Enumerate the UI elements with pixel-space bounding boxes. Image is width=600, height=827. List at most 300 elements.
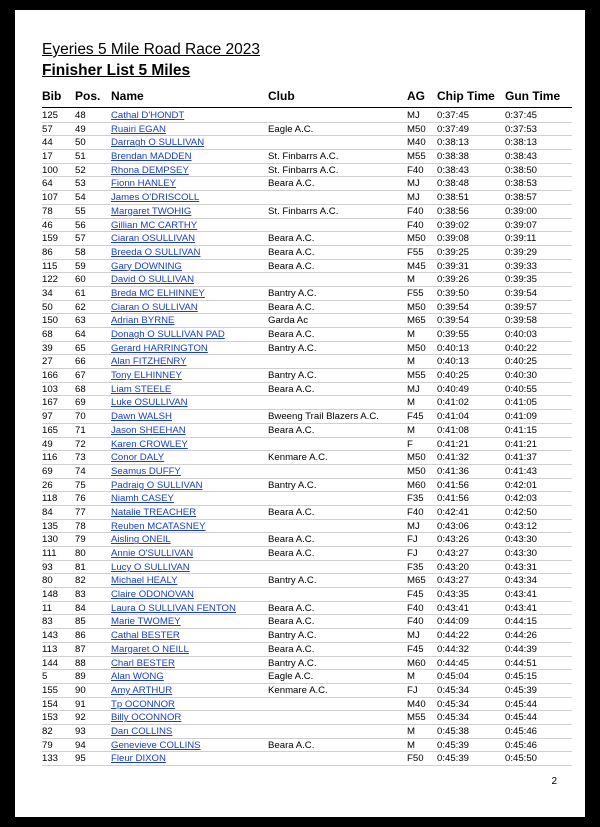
table-row <box>42 561 572 575</box>
age-group-cell: MJ <box>407 192 420 204</box>
chip-time-cell: 0:40:25 <box>437 370 470 382</box>
position-cell: 78 <box>75 520 86 532</box>
runner-name-link[interactable]: Genevieve COLLINS <box>111 739 201 751</box>
bib-cell: 84 <box>42 506 53 518</box>
table-row <box>42 164 572 178</box>
table-row <box>42 725 572 739</box>
table-row <box>42 643 572 657</box>
age-group-cell: F55 <box>407 246 424 258</box>
table-row <box>42 109 572 123</box>
gun-time-cell: 0:38:50 <box>505 164 538 176</box>
age-group-cell: M50 <box>407 123 426 135</box>
chip-time-cell: 0:41:08 <box>437 424 470 436</box>
position-cell: 93 <box>75 725 86 737</box>
gun-time-cell: 0:39:54 <box>505 287 538 299</box>
bib-cell: 44 <box>42 137 53 149</box>
gun-time-cell: 0:44:51 <box>505 657 538 669</box>
runner-name-link[interactable]: Laura O SULLIVAN FENTON <box>111 602 236 614</box>
runner-name-link[interactable]: Conor DALY <box>111 452 165 464</box>
table-row <box>42 588 572 602</box>
runner-name-link[interactable]: James O'DRISCOLL <box>111 192 200 204</box>
age-group-cell: F40 <box>407 219 424 231</box>
age-group-cell: F55 <box>407 287 424 299</box>
age-group-cell: M50 <box>407 301 426 313</box>
position-cell: 81 <box>75 561 86 573</box>
gun-time-cell: 0:44:39 <box>505 643 538 655</box>
runner-name-link[interactable]: Alan FITZHENRY <box>111 356 187 368</box>
table-row <box>42 615 572 629</box>
club-cell: Garda Ac <box>268 315 308 327</box>
chip-time-cell: 0:37:49 <box>437 123 470 135</box>
chip-time-cell: 0:44:09 <box>437 616 470 628</box>
bib-cell: 143 <box>42 630 59 642</box>
age-group-cell: M50 <box>407 465 426 477</box>
runner-name-link[interactable]: Lucy O SULLIVAN <box>111 561 190 573</box>
table-row <box>42 465 572 479</box>
gun-time-cell: 0:39:07 <box>505 219 538 231</box>
gun-time-cell: 0:45:46 <box>505 725 538 737</box>
position-cell: 67 <box>75 370 86 382</box>
club-cell: Beara A.C. <box>268 383 315 395</box>
table-row <box>42 260 572 274</box>
runner-name-link[interactable]: Seamus DUFFY <box>111 465 181 477</box>
runner-name-link[interactable]: Luke OSULLIVAN <box>111 397 188 409</box>
chip-time-cell: 0:41:32 <box>437 452 470 464</box>
bib-cell: 82 <box>42 725 53 737</box>
runner-name-link[interactable]: Gerard HARRINGTON <box>111 342 208 354</box>
table-row <box>42 533 572 547</box>
bib-cell: 69 <box>42 465 53 477</box>
age-group-cell: F45 <box>407 643 424 655</box>
position-cell: 72 <box>75 438 86 450</box>
bib-cell: 118 <box>42 493 58 505</box>
club-cell: Beara A.C. <box>268 233 315 245</box>
club-cell: Kenmare A.C. <box>268 452 328 464</box>
position-cell: 61 <box>75 287 86 299</box>
bib-cell: 68 <box>42 329 53 340</box>
chip-time-cell: 0:37:45 <box>437 110 470 121</box>
club-cell: Bantry A.C. <box>268 370 317 382</box>
list-subtitle: Finisher List 5 Miles <box>42 62 191 79</box>
age-group-cell: F <box>407 438 413 450</box>
club-cell: Beara A.C. <box>268 643 315 655</box>
header-bib: Bib <box>42 89 62 103</box>
position-cell: 85 <box>75 616 86 628</box>
age-group-cell: M <box>407 424 415 436</box>
chip-time-cell: 0:42:41 <box>437 506 470 518</box>
gun-time-cell: 0:38:53 <box>505 178 538 190</box>
club-cell: Bantry A.C. <box>268 630 317 642</box>
bib-cell: 64 <box>42 178 53 190</box>
runner-name-link[interactable]: Donagh O SULLIVAN PAD <box>111 329 225 340</box>
table-row <box>42 492 572 506</box>
header-name: Name <box>111 89 144 103</box>
club-cell: St. Finbarrs A.C. <box>268 164 339 176</box>
position-cell: 53 <box>75 178 86 190</box>
age-group-cell: MJ <box>407 630 420 642</box>
runner-name-link[interactable]: Cathal D'HONDT <box>111 110 185 121</box>
bib-cell: 26 <box>42 479 53 491</box>
club-cell: Bantry A.C. <box>268 479 317 491</box>
gun-time-cell: 0:45:39 <box>505 684 538 696</box>
table-row <box>42 177 572 191</box>
age-group-cell: F40 <box>407 205 424 217</box>
bib-cell: 27 <box>42 356 53 368</box>
bib-cell: 166 <box>42 370 59 382</box>
bib-cell: 125 <box>42 110 59 121</box>
position-cell: 73 <box>75 452 86 464</box>
runner-name-link[interactable]: Alan WONG <box>111 671 164 683</box>
runner-name-link[interactable]: Karen CROWLEY <box>111 438 188 450</box>
bib-cell: 159 <box>42 233 59 245</box>
bib-cell: 79 <box>42 739 53 751</box>
gun-time-cell: 0:39:00 <box>505 205 538 217</box>
position-cell: 62 <box>75 301 86 313</box>
chip-time-cell: 0:45:39 <box>437 753 470 765</box>
chip-time-cell: 0:38:56 <box>437 205 470 217</box>
table-row <box>42 246 572 260</box>
gun-time-cell: 0:40:55 <box>505 383 538 395</box>
position-cell: 54 <box>75 192 86 204</box>
gun-time-cell: 0:40:03 <box>505 329 538 340</box>
table-row <box>42 698 572 712</box>
age-group-cell: M45 <box>407 260 426 272</box>
table-row <box>42 684 572 698</box>
runner-name-link[interactable]: Darragh O SULLIVAN <box>111 137 205 149</box>
table-row <box>42 670 572 684</box>
age-group-cell: MJ <box>407 383 420 395</box>
position-cell: 71 <box>75 424 86 436</box>
runner-name-link[interactable]: Brendan MADDEN <box>111 151 192 163</box>
chip-time-cell: 0:38:51 <box>437 192 470 204</box>
runner-name-link[interactable]: Breda MC ELHINNEY <box>111 287 205 299</box>
table-row <box>42 369 572 383</box>
header-chip-time: Chip Time <box>437 89 495 103</box>
age-group-cell: FJ <box>407 548 418 559</box>
age-group-cell: MJ <box>407 178 420 190</box>
bib-cell: 150 <box>42 315 59 327</box>
club-cell: Bantry A.C. <box>268 287 317 299</box>
table-row <box>42 301 572 315</box>
age-group-cell: F45 <box>407 411 424 423</box>
header-pos: Pos. <box>75 89 101 103</box>
runner-name-link[interactable]: Michael HEALY <box>111 575 178 587</box>
chip-time-cell: 0:39:26 <box>437 274 470 286</box>
position-cell: 49 <box>75 123 86 135</box>
position-cell: 95 <box>75 753 86 765</box>
table-row <box>42 424 572 438</box>
position-cell: 79 <box>75 534 86 546</box>
position-cell: 63 <box>75 315 86 327</box>
gun-time-cell: 0:42:01 <box>505 479 538 491</box>
runner-name-link[interactable]: Margaret TWOHIG <box>111 205 192 217</box>
position-cell: 66 <box>75 356 86 368</box>
position-cell: 56 <box>75 219 86 231</box>
runner-name-link[interactable]: Ciaran OSULLIVAN <box>111 233 196 245</box>
position-cell: 48 <box>75 110 86 121</box>
chip-time-cell: 0:39:55 <box>437 329 470 340</box>
club-cell: Beara A.C. <box>268 260 315 272</box>
header-ag: AG <box>407 89 425 103</box>
chip-time-cell: 0:41:02 <box>437 397 470 409</box>
age-group-cell: M55 <box>407 151 426 163</box>
chip-time-cell: 0:45:34 <box>437 684 470 696</box>
runner-name-link[interactable]: Fleur DIXON <box>111 753 166 765</box>
age-group-cell: M <box>407 725 415 737</box>
runner-name-link[interactable]: Adrian BYRNE <box>111 315 175 327</box>
table-row <box>42 328 572 342</box>
position-cell: 91 <box>75 698 86 710</box>
table-row <box>42 150 572 164</box>
runner-name-link[interactable]: David O SULLIVAN <box>111 274 194 286</box>
gun-time-cell: 0:39:33 <box>505 260 538 272</box>
runner-name-link[interactable]: Aisling ONEIL <box>111 534 171 546</box>
table-row <box>42 355 572 369</box>
age-group-cell: MJ <box>407 520 420 532</box>
runner-name-link[interactable]: Charl BESTER <box>111 657 175 669</box>
gun-time-cell: 0:41:15 <box>505 424 538 436</box>
runner-name-link[interactable]: Gary DOWNING <box>111 260 182 272</box>
bib-cell: 86 <box>42 246 53 258</box>
page-number: 2 <box>551 776 557 787</box>
gun-time-cell: 0:41:43 <box>505 465 538 477</box>
document-page <box>15 10 585 817</box>
chip-time-cell: 0:44:45 <box>437 657 470 669</box>
position-cell: 75 <box>75 479 86 491</box>
age-group-cell: M <box>407 356 415 368</box>
bib-cell: 122 <box>42 274 59 286</box>
gun-time-cell: 0:43:30 <box>505 534 538 546</box>
age-group-cell: M55 <box>407 370 426 382</box>
gun-time-cell: 0:43:30 <box>505 548 538 559</box>
chip-time-cell: 0:39:02 <box>437 219 470 231</box>
gun-time-cell: 0:40:30 <box>505 370 538 382</box>
table-row <box>42 602 572 616</box>
runner-name-link[interactable]: Dan COLLINS <box>111 725 173 737</box>
chip-time-cell: 0:44:32 <box>437 643 470 655</box>
bib-cell: 153 <box>42 712 59 724</box>
table-row <box>42 657 572 671</box>
table-row <box>42 547 572 561</box>
bib-cell: 144 <box>42 657 59 669</box>
position-cell: 94 <box>75 739 86 751</box>
position-cell: 74 <box>75 465 86 477</box>
age-group-cell: F45 <box>407 589 424 601</box>
age-group-cell: M65 <box>407 575 426 587</box>
gun-time-cell: 0:45:15 <box>505 671 538 683</box>
position-cell: 51 <box>75 151 86 163</box>
age-group-cell: F40 <box>407 616 424 628</box>
age-group-cell: F40 <box>407 506 424 518</box>
chip-time-cell: 0:39:54 <box>437 315 470 327</box>
position-cell: 90 <box>75 684 86 696</box>
bib-cell: 34 <box>42 287 53 299</box>
age-group-cell: F40 <box>407 164 424 176</box>
club-cell: St. Finbarrs A.C. <box>268 205 339 217</box>
runner-name-link[interactable]: Niamh CASEY <box>111 493 174 505</box>
table-row <box>42 314 572 328</box>
runner-name-link[interactable]: Margaret O NEILL <box>111 643 189 655</box>
position-cell: 58 <box>75 246 86 258</box>
bib-cell: 107 <box>42 192 59 204</box>
bib-cell: 148 <box>42 589 59 601</box>
bib-cell: 49 <box>42 438 53 450</box>
runner-name-link[interactable]: Reuben MCATASNEY <box>111 520 206 532</box>
bib-cell: 115 <box>42 260 58 272</box>
runner-name-link[interactable]: Dawn WALSH <box>111 411 172 423</box>
position-cell: 57 <box>75 233 86 245</box>
table-row <box>42 506 572 520</box>
runner-name-link[interactable]: Jason SHEEHAN <box>111 424 186 436</box>
table-row <box>42 739 572 753</box>
bib-cell: 155 <box>42 684 59 696</box>
age-group-cell: M <box>407 739 415 751</box>
runner-name-link[interactable]: Ruairi EGAN <box>111 123 166 135</box>
club-cell: Beara A.C. <box>268 301 315 313</box>
chip-time-cell: 0:41:56 <box>437 479 470 491</box>
runner-name-link[interactable]: Annie O'SULLIVAN <box>111 548 194 559</box>
chip-time-cell: 0:45:39 <box>437 739 470 751</box>
runner-name-link[interactable]: Padraig O SULLIVAN <box>111 479 203 491</box>
bib-cell: 133 <box>42 753 59 765</box>
finisher-table <box>42 109 572 766</box>
bib-cell: 103 <box>42 383 59 395</box>
runner-name-link[interactable]: Liam STEELE <box>111 383 172 395</box>
position-cell: 88 <box>75 657 86 669</box>
club-cell: Bweeng Trail Blazers A.C. <box>268 411 379 423</box>
position-cell: 59 <box>75 260 86 272</box>
table-row <box>42 136 572 150</box>
bib-cell: 154 <box>42 698 59 710</box>
runner-name-link[interactable]: Billy OCONNOR <box>111 712 182 724</box>
club-cell: Beara A.C. <box>268 424 315 436</box>
gun-time-cell: 0:37:53 <box>505 123 538 135</box>
gun-time-cell: 0:41:05 <box>505 397 538 409</box>
runner-name-link[interactable]: Claire ODONOVAN <box>111 589 194 601</box>
club-cell: Kenmare A.C. <box>268 684 328 696</box>
gun-time-cell: 0:40:25 <box>505 356 538 368</box>
chip-time-cell: 0:43:27 <box>437 575 470 587</box>
runner-name-link[interactable]: Ciaran O SULLIVAN <box>111 301 198 313</box>
chip-time-cell: 0:38:48 <box>437 178 470 190</box>
age-group-cell: FJ <box>407 534 418 546</box>
gun-time-cell: 0:39:58 <box>505 315 538 327</box>
gun-time-cell: 0:38:57 <box>505 192 538 204</box>
gun-time-cell: 0:45:46 <box>505 739 538 751</box>
position-cell: 68 <box>75 383 86 395</box>
chip-time-cell: 0:40:13 <box>437 356 470 368</box>
runner-name-link[interactable]: Rhona DEMPSEY <box>111 164 189 176</box>
age-group-cell: M50 <box>407 342 426 354</box>
bib-cell: 83 <box>42 616 53 628</box>
gun-time-cell: 0:41:09 <box>505 411 538 423</box>
chip-time-cell: 0:40:49 <box>437 383 470 395</box>
age-group-cell: M50 <box>407 233 426 245</box>
age-group-cell: F35 <box>407 561 424 573</box>
chip-time-cell: 0:43:27 <box>437 548 470 559</box>
age-group-cell: M <box>407 671 415 683</box>
bib-cell: 97 <box>42 411 53 423</box>
bib-cell: 93 <box>42 561 53 573</box>
club-cell: Beara A.C. <box>268 602 315 614</box>
gun-time-cell: 0:45:44 <box>505 698 538 710</box>
chip-time-cell: 0:39:08 <box>437 233 470 245</box>
age-group-cell: FJ <box>407 684 418 696</box>
chip-time-cell: 0:39:50 <box>437 287 470 299</box>
runner-name-link[interactable]: Fionn HANLEY <box>111 178 177 190</box>
table-row <box>42 342 572 356</box>
table-row <box>42 574 572 588</box>
gun-time-cell: 0:41:21 <box>505 438 538 450</box>
chip-time-cell: 0:43:41 <box>437 602 470 614</box>
table-row <box>42 396 572 410</box>
club-cell: Beara A.C. <box>268 329 315 340</box>
bib-cell: 17 <box>42 151 53 163</box>
chip-time-cell: 0:39:54 <box>437 301 470 313</box>
club-cell: Beara A.C. <box>268 246 315 258</box>
gun-time-cell: 0:43:12 <box>505 520 538 532</box>
position-cell: 65 <box>75 342 86 354</box>
position-cell: 64 <box>75 329 86 340</box>
chip-time-cell: 0:41:04 <box>437 411 470 423</box>
chip-time-cell: 0:44:22 <box>437 630 470 642</box>
gun-time-cell: 0:42:50 <box>505 506 538 518</box>
bib-cell: 39 <box>42 342 53 354</box>
age-group-cell: F40 <box>407 602 424 614</box>
table-row <box>42 451 572 465</box>
runner-name-link[interactable]: Breeda O SULLIVAN <box>111 246 201 258</box>
gun-time-cell: 0:42:03 <box>505 493 538 505</box>
age-group-cell: M <box>407 274 415 286</box>
runner-name-link[interactable]: Gillian MC CARTHY <box>111 219 198 231</box>
age-group-cell: F35 <box>407 493 424 505</box>
bib-cell: 57 <box>42 123 53 135</box>
bib-cell: 5 <box>42 671 48 683</box>
bib-cell: 50 <box>42 301 53 313</box>
runner-name-link[interactable]: Amy ARTHUR <box>111 684 173 696</box>
chip-time-cell: 0:45:34 <box>437 698 470 710</box>
age-group-cell: M <box>407 329 415 340</box>
gun-time-cell: 0:39:35 <box>505 274 538 286</box>
club-cell: St. Finbarrs A.C. <box>268 151 339 163</box>
bib-cell: 167 <box>42 397 59 409</box>
club-cell: Beara A.C. <box>268 178 315 190</box>
table-row <box>42 123 572 137</box>
bib-cell: 111 <box>42 548 57 559</box>
table-header <box>42 89 572 108</box>
chip-time-cell: 0:40:13 <box>437 342 470 354</box>
chip-time-cell: 0:38:43 <box>437 164 470 176</box>
runner-name-link[interactable]: Marie TWOMEY <box>111 616 181 628</box>
runner-name-link[interactable]: Natalie TREACHER <box>111 506 197 518</box>
bib-cell: 80 <box>42 575 53 587</box>
chip-time-cell: 0:43:26 <box>437 534 470 546</box>
gun-time-cell: 0:43:31 <box>505 561 538 573</box>
table-row <box>42 219 572 233</box>
gun-time-cell: 0:37:45 <box>505 110 538 121</box>
table-row <box>42 438 572 452</box>
age-group-cell: M40 <box>407 698 426 710</box>
position-cell: 84 <box>75 602 86 614</box>
runner-name-link[interactable]: Tony ELHINNEY <box>111 370 182 382</box>
age-group-cell: M40 <box>407 137 426 149</box>
chip-time-cell: 0:41:21 <box>437 438 470 450</box>
runner-name-link[interactable]: Cathal BESTER <box>111 630 180 642</box>
runner-name-link[interactable]: Tp OCONNOR <box>111 698 175 710</box>
position-cell: 77 <box>75 506 86 518</box>
gun-time-cell: 0:45:50 <box>505 753 538 765</box>
position-cell: 87 <box>75 643 86 655</box>
